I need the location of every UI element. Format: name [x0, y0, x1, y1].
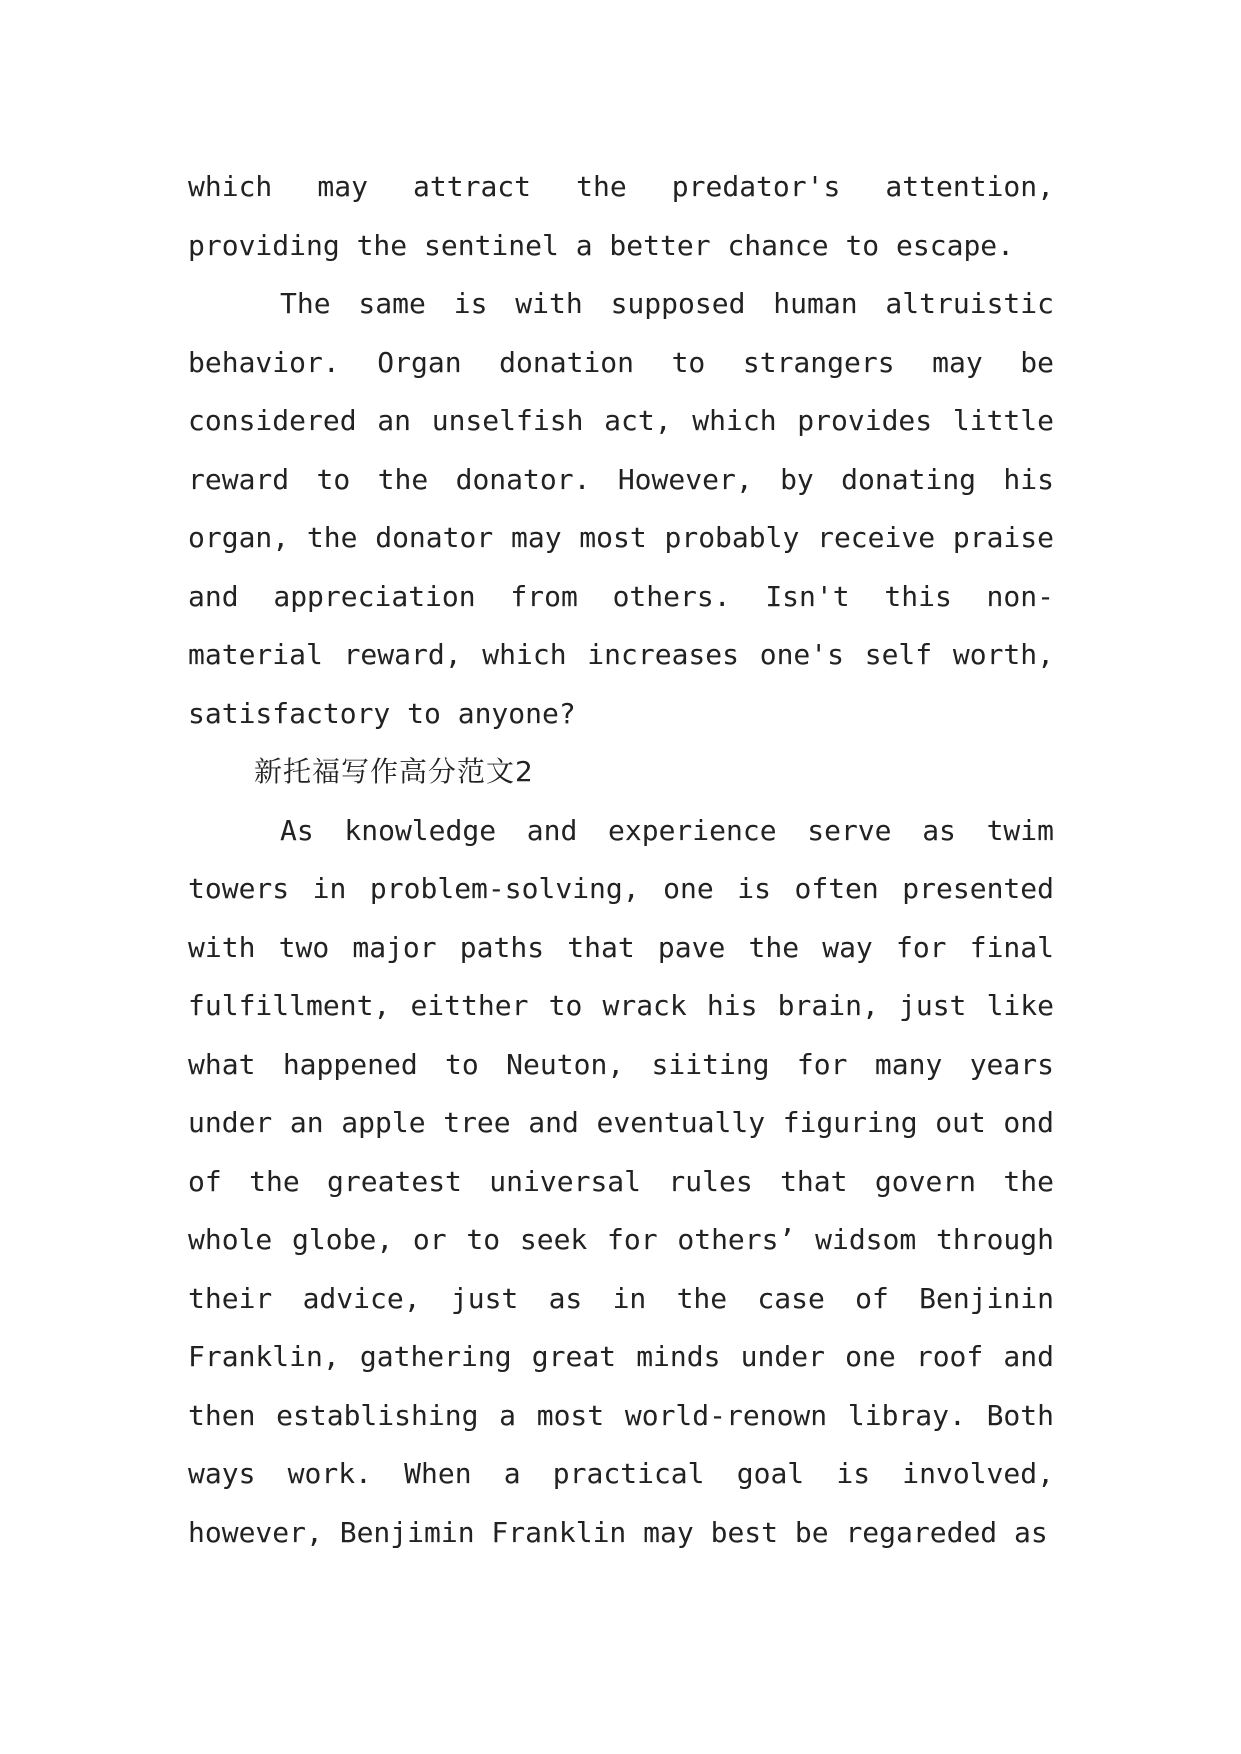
- paragraph-continuation: which may attract the predator's attention, providing the sentinel a better chance to escape.: [188, 170, 1054, 262]
- paragraph-altruism: The same is with supposed human altruistic behavior. Organ donation to strangers may be considered an unselfish act, which provides little reward to the donator. However, by donating his organ, the donator may most probably receive praise and appreciation from others. Isn't this non-material reward, which increases one's self worth, satisfactory to anyone?: [188, 287, 1054, 730]
- document-page: [188, 158, 1054, 1562]
- section-heading: 新托福写作高分范文2: [254, 755, 534, 788]
- paragraph-knowledge-experience: As knowledge and experience serve as twim towers in problem-solving, one is often presented with two major paths that pave the way for final fulfillment, eitther to wrack his brain, just like what happened to Neuton, siiting for many years under an apple tree and eventually figuring out ond of the greatest universal rules that govern the whole globe, or to seek for others’ widsom through their advice, just as in the case of Benjinin Franklin, gathering great minds under one roof and then establishing a most world-renown libray. Both ways work. When a practical goal is involved, however, Benjimin Franklin may best be regareded as: [188, 813, 1054, 1549]
